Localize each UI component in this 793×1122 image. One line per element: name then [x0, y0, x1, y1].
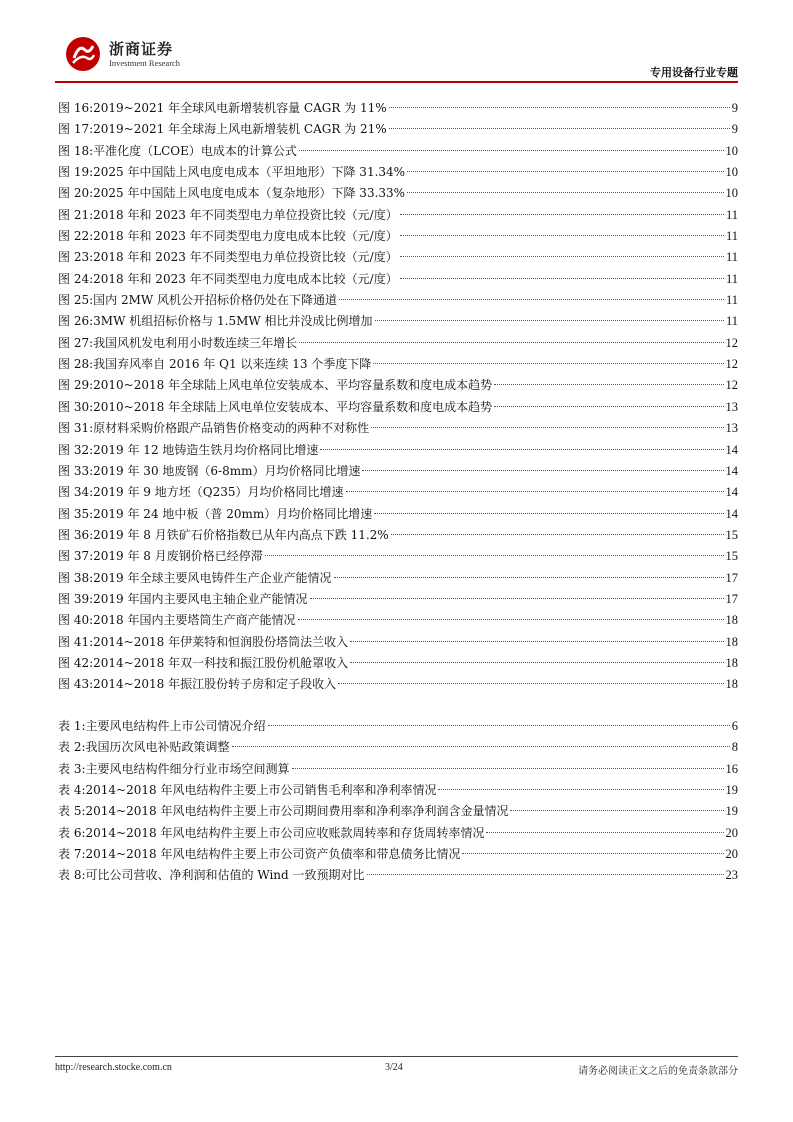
- figure-entry-leader: [494, 406, 723, 407]
- figure-entry-leader: [389, 128, 730, 129]
- figure-entry-label: 图 26:: [58, 314, 94, 329]
- figure-entry-page: 18: [725, 655, 738, 670]
- figure-entry[interactable]: [58, 183, 738, 204]
- figure-entry-label: 图 36:: [58, 527, 94, 542]
- figure-entry-leader: [374, 513, 723, 514]
- figure-entry-label: 图 27:: [58, 335, 94, 350]
- figure-entry-page: 18: [725, 677, 738, 692]
- figure-entry[interactable]: [58, 440, 738, 461]
- table-entry-leader: [438, 789, 723, 790]
- figure-entry-leader: [373, 363, 723, 364]
- figure-entry-title: 2025 年中国陆上风电度电成本（复杂地形）下降 33.33%: [93, 186, 406, 201]
- document-type: 专用设备行业专题: [650, 66, 738, 79]
- figure-entry-leader: [265, 555, 724, 556]
- figure-entry-leader: [407, 171, 723, 172]
- figure-entry-title: 2019 年全球主要风电铸件生产企业产能情况: [93, 570, 332, 585]
- figure-entry[interactable]: [58, 205, 738, 226]
- figure-entry[interactable]: [58, 674, 738, 695]
- figure-entry-title: 国内 2MW 风机公开招标价格仍处在下降通道: [93, 293, 338, 308]
- table-entry-leader: [268, 725, 730, 726]
- logo-mark-icon: [65, 36, 101, 72]
- figure-entry[interactable]: [58, 610, 738, 631]
- table-entry-leader: [462, 853, 723, 854]
- figure-entry-leader: [299, 342, 723, 343]
- figure-entry-page: 11: [725, 250, 738, 265]
- figure-index: [58, 98, 738, 696]
- figure-entry-label: 图 41:: [58, 634, 94, 649]
- page-footer: [55, 1056, 738, 1076]
- table-entry-page: 8: [731, 740, 738, 755]
- figure-entry-label: 图 38:: [58, 570, 94, 585]
- table-entry-label: 表 4:: [58, 783, 86, 798]
- brand-logo: [65, 36, 225, 76]
- figure-entry[interactable]: [58, 333, 738, 354]
- figure-entry-leader: [310, 598, 724, 599]
- figure-entry-leader: [400, 256, 724, 257]
- figure-entry-label: 图 16:: [58, 101, 94, 115]
- figure-entry-title: 2010~2018 年全球陆上风电单位安装成本、平均容量系数和度电成本趋势: [93, 378, 493, 393]
- table-entry[interactable]: [58, 737, 738, 758]
- figure-entry-title: 3MW 机组招标价格与 1.5MW 相比并没成比例增加: [93, 314, 373, 329]
- figure-entry[interactable]: [58, 461, 738, 482]
- figure-entry-title: 平准化度（LCOE）电成本的计算公式: [93, 143, 297, 158]
- figure-entry-title: 2018 年和 2023 年不同类型电力度电成本比较（元/度）: [93, 271, 398, 286]
- figure-entry-leader: [400, 278, 724, 279]
- figure-entry-label: 图 43:: [58, 677, 94, 692]
- table-entry-leader: [486, 832, 723, 833]
- disclaimer-note: 请务必阅读正文之后的免责条款部分: [578, 1066, 738, 1077]
- table-entry-title: 主要风电结构件上市公司情况介绍: [85, 719, 266, 733]
- figure-entry-page: 13: [725, 421, 738, 436]
- table-entry-leader: [232, 746, 730, 747]
- figure-entry-leader: [338, 683, 723, 684]
- figure-entry-title: 2019 年 8 月铁矿石价格指数已从年内高点下跌 11.2%: [93, 527, 389, 542]
- figure-entry-title: 我国弃风率自 2016 年 Q1 以来连续 13 个季度下降: [93, 357, 372, 372]
- figure-entry[interactable]: [58, 589, 738, 610]
- figure-entry-page: 17: [725, 591, 738, 606]
- table-index: [58, 716, 738, 887]
- table-entry[interactable]: [58, 801, 738, 822]
- figure-entry-page: 17: [725, 570, 738, 585]
- figure-entry-label: 图 33:: [58, 463, 94, 478]
- figure-entry-leader: [494, 384, 723, 385]
- figure-entry-page: 13: [725, 399, 738, 414]
- figure-entry[interactable]: [58, 98, 738, 119]
- table-entry-title: 主要风电结构件细分行业市场空间测算: [85, 761, 290, 776]
- table-entry-page: 23: [725, 868, 738, 883]
- figure-entry[interactable]: [58, 546, 738, 567]
- figure-entry-title: 2010~2018 年全球陆上风电单位安装成本、平均容量系数和度电成本趋势: [93, 399, 493, 414]
- figure-entry-page: 11: [725, 314, 738, 329]
- figure-entry-page: 10: [725, 186, 738, 201]
- header-divider: [55, 81, 738, 83]
- figure-entry-leader: [362, 470, 723, 471]
- figure-entry-page: 12: [725, 378, 738, 393]
- figure-entry-title: 原材料采购价格跟产品销售价格变动的两种不对称性: [93, 421, 370, 436]
- figure-entry-page: 11: [725, 229, 738, 244]
- figure-entry-leader: [298, 619, 724, 620]
- figure-entry-page: 11: [725, 293, 738, 308]
- figure-entry-label: 图 31:: [58, 421, 94, 436]
- figure-entry-title: 2019 年 24 地中板（普 20mm）月均价格同比增速: [93, 506, 373, 521]
- figure-entry-leader: [391, 534, 724, 535]
- table-entry-label: 表 8:: [58, 868, 86, 883]
- figure-entry[interactable]: [58, 653, 738, 674]
- figure-entry-page: 10: [725, 143, 738, 158]
- figure-entry-label: 图 22:: [58, 229, 94, 244]
- figure-entry-label: 图 37:: [58, 549, 94, 564]
- figure-entry[interactable]: [58, 247, 738, 268]
- figure-entry-title: 2018 年国内主要塔筒生产商产能情况: [93, 613, 296, 628]
- figure-entry-page: 14: [725, 463, 738, 478]
- table-entry-leader: [292, 768, 724, 769]
- figure-entry-page: 18: [725, 634, 738, 649]
- figure-entry-title: 2018 年和 2023 年不同类型电力单位投资比较（元/度）: [93, 207, 398, 222]
- figure-entry[interactable]: [58, 375, 738, 396]
- table-entry-page: 16: [725, 761, 738, 776]
- figure-entry-page: 10: [725, 165, 738, 180]
- figure-entry-title: 2025 年中国陆上风电度电成本（平坦地形）下降 31.34%: [93, 165, 406, 180]
- footer-url-link[interactable]: http://research.stocke.com.cn: [55, 1062, 172, 1073]
- table-entry[interactable]: [58, 823, 738, 844]
- figure-entry-title: 2019 年 30 地废钢（6-8mm）月均价格同比增速: [93, 463, 361, 478]
- table-entry-page: 20: [725, 847, 738, 862]
- figure-entry-label: 图 21:: [58, 207, 94, 222]
- figure-entry-page: 12: [725, 335, 738, 350]
- figure-entry-label: 图 19:: [58, 165, 94, 180]
- figure-entry-label: 图 29:: [58, 378, 94, 393]
- figure-entry-leader: [407, 192, 723, 193]
- figure-entry-label: 图 24:: [58, 271, 94, 286]
- figure-entry[interactable]: [58, 568, 738, 589]
- figure-entry-label: 图 20:: [58, 186, 94, 201]
- table-entry-title: 2014~2018 年风电结构件主要上市公司应收账款周转率和存货周转率情况: [85, 825, 485, 840]
- figure-entry[interactable]: [58, 482, 738, 503]
- figure-entry-label: 图 32:: [58, 442, 94, 457]
- figure-entry-page: 15: [725, 549, 738, 564]
- figure-entry-page: 15: [725, 527, 738, 542]
- figure-entry[interactable]: [58, 162, 738, 183]
- table-entry-leader: [367, 874, 724, 875]
- figure-entry-title: 2019 年 9 地方坯（Q235）月均价格同比增速: [93, 485, 344, 500]
- figure-entry-label: 图 39:: [58, 591, 94, 606]
- table-entry-label: 表 2:: [58, 740, 86, 755]
- figure-entry-title: 2019 年 12 地铸造生铁月均价格同比增速: [93, 442, 319, 457]
- page-number: 3/24: [385, 1062, 403, 1073]
- table-entry-title: 2014~2018 年风电结构件主要上市公司资产负债率和带息债务比情况: [85, 847, 461, 862]
- footer-divider: [55, 1056, 738, 1057]
- table-entry-title: 2014~2018 年风电结构件主要上市公司期间费用率和净利率净利润含金量情况: [85, 804, 509, 819]
- figure-entry-leader: [389, 107, 730, 108]
- table-entry-label: 表 6:: [58, 825, 86, 840]
- figure-entry-page: 18: [725, 613, 738, 628]
- page-header: [55, 34, 738, 86]
- figure-entry-title: 我国风机发电利用小时数连续三年增长: [93, 335, 298, 350]
- figure-entry-label: 图 34:: [58, 485, 94, 500]
- table-entry-page: 6: [731, 719, 738, 733]
- figure-entry[interactable]: [58, 354, 738, 375]
- figure-entry-page: 14: [725, 442, 738, 457]
- table-entry[interactable]: [58, 716, 738, 737]
- figure-entry-title: 2018 年和 2023 年不同类型电力度电成本比较（元/度）: [93, 229, 398, 244]
- figure-entry[interactable]: [58, 504, 738, 525]
- figure-entry-leader: [371, 427, 723, 428]
- figure-entry-leader: [400, 214, 724, 215]
- figure-entry-title: 2018 年和 2023 年不同类型电力单位投资比较（元/度）: [93, 250, 398, 265]
- table-entry[interactable]: [58, 865, 738, 886]
- figure-entry[interactable]: [58, 311, 738, 332]
- figure-entry-leader: [350, 662, 723, 663]
- figure-entry-title: 2014~2018 年双一科技和振江股份机舱罩收入: [93, 655, 349, 670]
- figure-entry-page: 11: [725, 271, 738, 286]
- figure-entry-leader: [339, 299, 724, 300]
- table-entry-label: 表 3:: [58, 761, 86, 776]
- figure-entry-page: 11: [725, 207, 738, 222]
- figure-entry-leader: [400, 235, 724, 236]
- figure-entry-leader: [375, 320, 724, 321]
- figure-entry-title: 2014~2018 年振江股份转子房和定子段收入: [93, 677, 337, 692]
- figure-entry-label: 图 17:: [58, 122, 94, 137]
- table-entry[interactable]: [58, 759, 738, 780]
- table-entry-title: 2014~2018 年风电结构件主要上市公司销售毛利率和净利率情况: [85, 783, 437, 798]
- brand-name-cn: 浙商证券: [109, 40, 174, 58]
- table-entry[interactable]: [58, 780, 738, 801]
- figure-entry[interactable]: [58, 418, 738, 439]
- figure-entry-leader: [320, 449, 723, 450]
- figure-entry-label: 图 40:: [58, 613, 94, 628]
- table-entry-page: 20: [725, 825, 738, 840]
- figure-entry-label: 图 35:: [58, 506, 94, 521]
- figure-entry[interactable]: [58, 141, 738, 162]
- table-entry-page: 19: [725, 783, 738, 798]
- table-entry-label: 表 1:: [58, 719, 86, 733]
- figure-entry-page: 9: [731, 122, 738, 137]
- figure-entry-leader: [350, 641, 723, 642]
- figure-entry[interactable]: [58, 632, 738, 653]
- figure-entry[interactable]: [58, 525, 738, 546]
- table-entry-label: 表 7:: [58, 847, 86, 862]
- figure-entry-leader: [334, 577, 724, 578]
- figure-entry-label: 图 42:: [58, 655, 94, 670]
- table-entry-label: 表 5:: [58, 804, 86, 819]
- figure-entry-title: 2019 年 8 月废钢价格已经停滞: [93, 549, 263, 564]
- figure-entry[interactable]: [58, 226, 738, 247]
- figure-entry[interactable]: [58, 119, 738, 140]
- table-entry-title: 可比公司营收、净利润和估值的 Wind 一致预期对比: [85, 868, 365, 883]
- table-entry-leader: [510, 810, 723, 811]
- figure-entry-leader: [346, 491, 724, 492]
- figure-entry[interactable]: [58, 269, 738, 290]
- figure-entry-label: 图 30:: [58, 399, 94, 414]
- figure-entry-page: 14: [725, 485, 738, 500]
- table-entry[interactable]: [58, 844, 738, 865]
- figure-entry-title: 2019 年国内主要风电主轴企业产能情况: [93, 591, 308, 606]
- figure-entry-leader: [299, 150, 724, 151]
- figure-entry[interactable]: [58, 290, 738, 311]
- figure-entry-page: 14: [725, 506, 738, 521]
- figure-entry-page: 12: [725, 357, 738, 372]
- figure-entry-page: 9: [731, 101, 738, 115]
- figure-entry-label: 图 18:: [58, 143, 94, 158]
- figure-entry-label: 图 28:: [58, 357, 94, 372]
- figure-entry-title: 2019~2021 年全球海上风电新增装机 CAGR 为 21%: [93, 122, 387, 137]
- figure-entry-title: 2014~2018 年伊莱特和恒润股份塔筒法兰收入: [93, 634, 349, 649]
- table-entry-title: 我国历次风电补贴政策调整: [85, 740, 230, 755]
- figure-entry-label: 图 23:: [58, 250, 94, 265]
- table-entry-page: 19: [725, 804, 738, 819]
- figure-entry-label: 图 25:: [58, 293, 94, 308]
- brand-name-en: Investment Research: [109, 58, 181, 68]
- figure-entry-title: 2019~2021 年全球风电新增装机容量 CAGR 为 11%: [93, 101, 387, 115]
- figure-entry[interactable]: [58, 397, 738, 418]
